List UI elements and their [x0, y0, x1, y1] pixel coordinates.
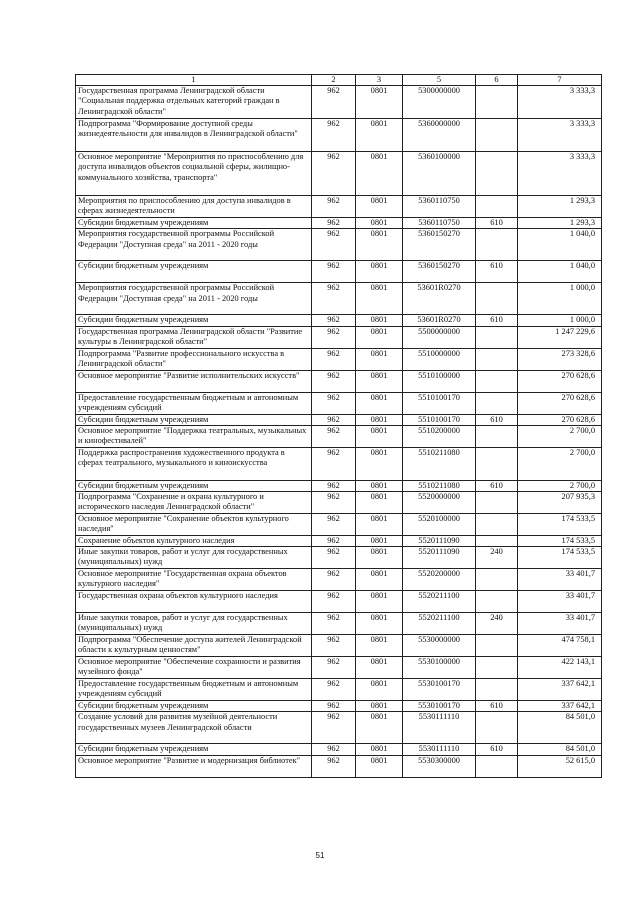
table-row [76, 392, 602, 414]
table-cell-gr: 962 [312, 657, 356, 679]
header-cell: 3 [356, 75, 403, 86]
table-cell-name: Государственная программа Ленинградской области "Развитие культуры в Ленинградской области" [76, 326, 312, 348]
table-cell-csr: 5360110750 [403, 196, 476, 218]
table-cell-sum: 1 293,3 [518, 196, 602, 218]
table-cell-gr: 962 [312, 712, 356, 744]
table-row [76, 657, 602, 679]
table-cell-name: Мероприятия по приспособлению для доступа инвалидов в сферах жизнедеятельности [76, 196, 312, 218]
table-cell-csr: 5530300000 [403, 755, 476, 777]
table-cell-vr [476, 326, 518, 348]
table-cell-csr: 5360150270 [403, 229, 476, 261]
header-cell: 1 [76, 75, 312, 86]
table-row [76, 547, 602, 569]
table-cell-csr: 5360110750 [403, 218, 476, 229]
table-row [76, 283, 602, 315]
header-cell: 6 [476, 75, 518, 86]
table-cell-csr: 5360100000 [403, 152, 476, 196]
table-cell-sum: 1 040,0 [518, 261, 602, 283]
table-row [76, 514, 602, 536]
table-cell-rz: 0801 [356, 218, 403, 229]
table-cell-name: Подпрограмма "Развитие профессионального искусства в Ленинградской области" [76, 348, 312, 370]
table-cell-csr: 5510100170 [403, 414, 476, 425]
table-cell-vr [476, 348, 518, 370]
table-cell-csr: 5500000000 [403, 326, 476, 348]
table-row [76, 701, 602, 712]
table-row [76, 326, 602, 348]
table-cell-sum: 2 700,0 [518, 425, 602, 447]
table-cell-vr [476, 492, 518, 514]
table-cell-vr: 240 [476, 547, 518, 569]
table-cell-name: Основное мероприятие "Сохранение объектов культурного наследия" [76, 514, 312, 536]
table-cell-vr [476, 591, 518, 613]
table-cell-name: Создание условий для развития музейной деятельности государственных музеев Ленинградской области [76, 712, 312, 744]
table-cell-name: Сохранение объектов культурного наследия [76, 536, 312, 547]
table-cell-gr: 962 [312, 425, 356, 447]
table-cell-rz: 0801 [356, 613, 403, 635]
table-cell-name: Государственная программа Ленинградской области "Социальная поддержка отдельных категорий граждан в Ленинградской области" [76, 86, 312, 119]
table-row [76, 218, 602, 229]
table-row [76, 370, 602, 392]
table-cell-vr [476, 514, 518, 536]
table-cell-sum: 3 333,3 [518, 152, 602, 196]
table-cell-rz: 0801 [356, 744, 403, 755]
table-cell-name: Субсидии бюджетным учреждениям [76, 218, 312, 229]
table-cell-sum: 270 628,6 [518, 370, 602, 392]
table-row [76, 480, 602, 491]
table-cell-vr: 610 [476, 744, 518, 755]
table-cell-rz: 0801 [356, 283, 403, 315]
table-cell-vr [476, 425, 518, 447]
table-cell-name: Иные закупки товаров, работ и услуг для государственных (муниципальных) нужд [76, 613, 312, 635]
table-cell-gr: 962 [312, 218, 356, 229]
table-cell-name: Субсидии бюджетным учреждениям [76, 414, 312, 425]
table-cell-gr: 962 [312, 536, 356, 547]
table-cell-csr: 5360000000 [403, 119, 476, 152]
table-cell-name: Основное мероприятие "Развитие исполнительских искусств" [76, 370, 312, 392]
table-cell-rz: 0801 [356, 425, 403, 447]
table-cell-gr: 962 [312, 514, 356, 536]
table-cell-csr: 5520000000 [403, 492, 476, 514]
table-row [76, 712, 602, 744]
table-cell-csr: 5510100170 [403, 392, 476, 414]
table-cell-rz: 0801 [356, 326, 403, 348]
table-row [76, 447, 602, 480]
table-cell-csr: 5530100170 [403, 701, 476, 712]
table-cell-name: Субсидии бюджетным учреждениям [76, 744, 312, 755]
table-cell-gr: 962 [312, 229, 356, 261]
table-cell-rz: 0801 [356, 119, 403, 152]
table-cell-name: Субсидии бюджетным учреждениям [76, 315, 312, 326]
table-row [76, 744, 602, 755]
table-cell-csr: 5520111090 [403, 536, 476, 547]
table-cell-sum: 2 700,0 [518, 480, 602, 491]
table-cell-gr: 962 [312, 701, 356, 712]
table-cell-rz: 0801 [356, 591, 403, 613]
table-row [76, 569, 602, 591]
table-row [76, 635, 602, 657]
table-cell-sum: 3 333,3 [518, 86, 602, 119]
table-cell-vr [476, 569, 518, 591]
table-cell-sum: 174 533,5 [518, 514, 602, 536]
table-cell-vr [476, 152, 518, 196]
table-cell-csr: 5520200000 [403, 569, 476, 591]
table-cell-vr: 610 [476, 315, 518, 326]
table-cell-csr: 5510200000 [403, 425, 476, 447]
table-cell-sum: 474 758,1 [518, 635, 602, 657]
table-cell-sum: 174 533,5 [518, 536, 602, 547]
table-cell-gr: 962 [312, 480, 356, 491]
table-cell-csr: 5530100000 [403, 657, 476, 679]
table-cell-gr: 962 [312, 86, 356, 119]
table-cell-gr: 962 [312, 348, 356, 370]
table-row [76, 261, 602, 283]
table-cell-csr: 5300000000 [403, 86, 476, 119]
header-cell: 2 [312, 75, 356, 86]
table-cell-name: Поддержка распространения художественного продукта в сферах театрального, музыкального и киноискусства [76, 447, 312, 480]
table-cell-csr: 5510211080 [403, 447, 476, 480]
table-cell-vr [476, 229, 518, 261]
table-cell-sum: 270 628,6 [518, 392, 602, 414]
table-cell-gr: 962 [312, 569, 356, 591]
table-cell-sum: 207 935,3 [518, 492, 602, 514]
table-cell-vr [476, 635, 518, 657]
table-cell-csr: 5510100000 [403, 370, 476, 392]
header-cell: 7 [518, 75, 602, 86]
table-cell-rz: 0801 [356, 569, 403, 591]
table-row [76, 425, 602, 447]
header-cell: 5 [403, 75, 476, 86]
table-cell-rz: 0801 [356, 348, 403, 370]
table-cell-rz: 0801 [356, 392, 403, 414]
table-cell-csr: 5530000000 [403, 635, 476, 657]
table-cell-rz: 0801 [356, 261, 403, 283]
page-number: 51 [315, 851, 325, 860]
table-cell-gr: 962 [312, 261, 356, 283]
table-cell-rz: 0801 [356, 447, 403, 480]
table-cell-sum: 1 000,0 [518, 283, 602, 315]
table-cell-sum: 84 501,0 [518, 744, 602, 755]
table-cell-gr: 962 [312, 492, 356, 514]
table-cell-csr: 5530111110 [403, 712, 476, 744]
table-header-row [76, 75, 602, 86]
table-cell-name: Государственная охрана объектов культурного наследия [76, 591, 312, 613]
table-cell-vr: 610 [476, 218, 518, 229]
table-cell-csr: 5520211100 [403, 591, 476, 613]
table-cell-gr: 962 [312, 744, 356, 755]
table-cell-gr: 962 [312, 315, 356, 326]
table-cell-vr [476, 283, 518, 315]
table-cell-vr: 240 [476, 613, 518, 635]
table-cell-vr: 610 [476, 414, 518, 425]
table-cell-rz: 0801 [356, 657, 403, 679]
table-cell-vr [476, 712, 518, 744]
table-cell-gr: 962 [312, 635, 356, 657]
table-cell-name: Основное мероприятие "Государственная охрана объектов культурного наследия" [76, 569, 312, 591]
table-cell-rz: 0801 [356, 414, 403, 425]
table-cell-rz: 0801 [356, 480, 403, 491]
table-cell-name: Основное мероприятие "Обеспечение сохранности и развития музейного фонда" [76, 657, 312, 679]
table-cell-rz: 0801 [356, 536, 403, 547]
table-cell-rz: 0801 [356, 229, 403, 261]
table-row [76, 755, 602, 777]
table-cell-sum: 2 700,0 [518, 447, 602, 480]
table-cell-rz: 0801 [356, 635, 403, 657]
table-cell-vr [476, 447, 518, 480]
table-cell-name: Подпрограмма "Обеспечение доступа жителей Ленинградской области к культурным ценностям" [76, 635, 312, 657]
table-cell-vr [476, 119, 518, 152]
table-cell-rz: 0801 [356, 370, 403, 392]
table-cell-vr: 610 [476, 701, 518, 712]
table-cell-csr: 53601R0270 [403, 315, 476, 326]
table-cell-vr [476, 657, 518, 679]
table-cell-sum: 52 615,0 [518, 755, 602, 777]
table-row [76, 315, 602, 326]
table-cell-gr: 962 [312, 613, 356, 635]
table-row [76, 229, 602, 261]
table-cell-gr: 962 [312, 414, 356, 425]
table-cell-sum: 1 000,0 [518, 315, 602, 326]
table-row [76, 414, 602, 425]
table-cell-vr [476, 536, 518, 547]
table-cell-name: Предоставление государственным бюджетным и автономным учреждениям субсидий [76, 679, 312, 701]
table-cell-rz: 0801 [356, 514, 403, 536]
table-cell-name: Субсидии бюджетным учреждениям [76, 701, 312, 712]
table-row [76, 536, 602, 547]
table-cell-sum: 1 247 229,6 [518, 326, 602, 348]
table-cell-gr: 962 [312, 679, 356, 701]
table-cell-csr: 5520100000 [403, 514, 476, 536]
table-cell-name: Субсидии бюджетным учреждениям [76, 480, 312, 491]
table-cell-rz: 0801 [356, 86, 403, 119]
table-cell-csr: 5530100170 [403, 679, 476, 701]
table-row [76, 348, 602, 370]
budget-table [75, 74, 602, 778]
table-cell-vr [476, 679, 518, 701]
table-row [76, 591, 602, 613]
table-cell-sum: 174 533,5 [518, 547, 602, 569]
table-row [76, 86, 602, 119]
table-cell-csr: 53601R0270 [403, 283, 476, 315]
table-cell-rz: 0801 [356, 712, 403, 744]
table-cell-sum: 33 401,7 [518, 591, 602, 613]
table-cell-vr [476, 392, 518, 414]
table-row [76, 613, 602, 635]
table-cell-csr: 5360150270 [403, 261, 476, 283]
table-cell-name: Иные закупки товаров, работ и услуг для государственных (муниципальных) нужд [76, 547, 312, 569]
table-cell-vr: 610 [476, 480, 518, 491]
table-cell-csr: 5530111110 [403, 744, 476, 755]
table-cell-vr [476, 196, 518, 218]
table-cell-gr: 962 [312, 447, 356, 480]
table-cell-rz: 0801 [356, 679, 403, 701]
table-cell-vr [476, 86, 518, 119]
table-cell-name: Предоставление государственным бюджетным и автономным учреждениям субсидий [76, 392, 312, 414]
table-cell-name: Подпрограмма "Сохранение и охрана культурного и исторического наследия Ленинградской области" [76, 492, 312, 514]
table-cell-sum: 33 401,7 [518, 569, 602, 591]
table-cell-sum: 3 333,3 [518, 119, 602, 152]
table-cell-gr: 962 [312, 392, 356, 414]
table-cell-name: Основное мероприятие "Мероприятия по приспособлению для доступа инвалидов объектов социальной сферы, жилищно-коммунального хозяйства, транспорта" [76, 152, 312, 196]
table-cell-name: Мероприятия государственной программы Российской Федерации "Доступная среда" на 2011 - 2020 годы [76, 229, 312, 261]
table-cell-rz: 0801 [356, 152, 403, 196]
table-cell-rz: 0801 [356, 701, 403, 712]
table-cell-sum: 337 642,1 [518, 679, 602, 701]
table-cell-csr: 5510000000 [403, 348, 476, 370]
table-cell-csr: 5520111090 [403, 547, 476, 569]
table-cell-gr: 962 [312, 196, 356, 218]
table-cell-sum: 422 143,1 [518, 657, 602, 679]
table-row [76, 679, 602, 701]
table-cell-vr: 610 [476, 261, 518, 283]
table-cell-csr: 5520211100 [403, 613, 476, 635]
table-cell-sum: 1 293,3 [518, 218, 602, 229]
table-cell-gr: 962 [312, 547, 356, 569]
table-cell-rz: 0801 [356, 196, 403, 218]
table-cell-csr: 5510211080 [403, 480, 476, 491]
table-cell-name: Субсидии бюджетным учреждениям [76, 261, 312, 283]
table-cell-gr: 962 [312, 283, 356, 315]
table-cell-vr [476, 755, 518, 777]
table-cell-name: Подпрограмма "Формирование доступной среды жизнедеятельности для инвалидов в Ленинградской области" [76, 119, 312, 152]
table-cell-name: Основное мероприятие "Поддержка театральных, музыкальных и кинофестивалей" [76, 425, 312, 447]
table-cell-rz: 0801 [356, 755, 403, 777]
table-cell-gr: 962 [312, 119, 356, 152]
table-cell-gr: 962 [312, 591, 356, 613]
table-cell-rz: 0801 [356, 547, 403, 569]
table-cell-sum: 270 628,6 [518, 414, 602, 425]
table-cell-sum: 1 040,0 [518, 229, 602, 261]
table-row [76, 119, 602, 152]
table-cell-sum: 337 642,1 [518, 701, 602, 712]
table-cell-rz: 0801 [356, 492, 403, 514]
table-cell-vr [476, 370, 518, 392]
table-row [76, 152, 602, 196]
table-cell-name: Основное мероприятие "Развитие и модернизация библиотек" [76, 755, 312, 777]
table-cell-rz: 0801 [356, 315, 403, 326]
table-cell-gr: 962 [312, 755, 356, 777]
table-cell-sum: 33 401,7 [518, 613, 602, 635]
table-cell-gr: 962 [312, 370, 356, 392]
table-cell-sum: 273 328,6 [518, 348, 602, 370]
table-row [76, 196, 602, 218]
table-cell-name: Мероприятия государственной программы Российской Федерации "Доступная среда" на 2011 - 2020 годы [76, 283, 312, 315]
table-row [76, 492, 602, 514]
table-cell-gr: 962 [312, 152, 356, 196]
table-cell-sum: 84 501,0 [518, 712, 602, 744]
table-cell-gr: 962 [312, 326, 356, 348]
